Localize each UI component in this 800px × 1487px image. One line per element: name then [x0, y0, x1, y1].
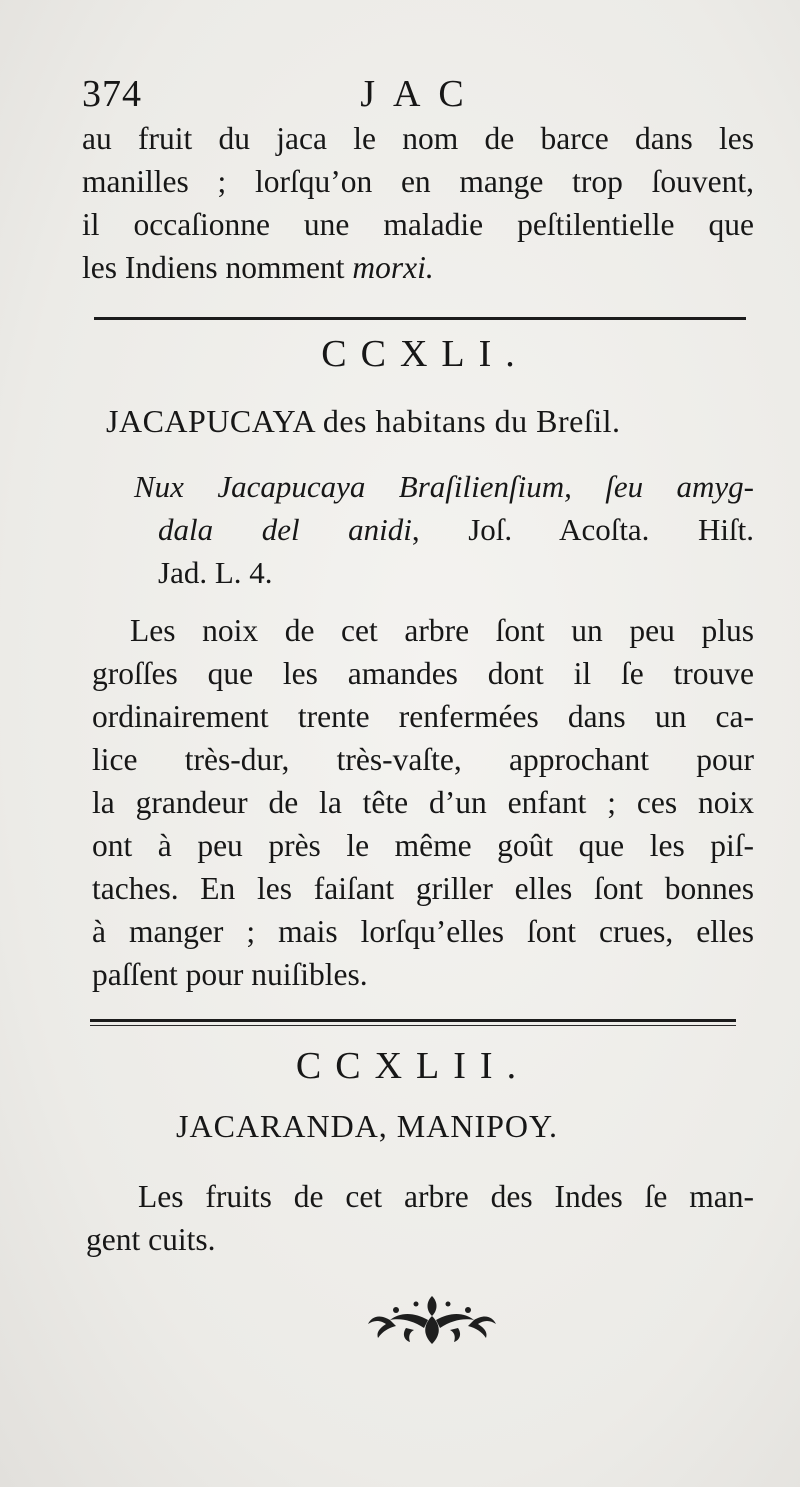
entry-title: JACAPUCAYA des habitans du Breſil.	[106, 403, 621, 439]
entry-title: JACARANDA, MANIPOY.	[176, 1108, 559, 1144]
text-line: ont à peu près le même goût que les piſ-	[92, 828, 754, 863]
text-line: lice très-dur, très-vaſte, approchant pour	[92, 742, 754, 777]
text-line: il occaſionne une maladie peſtilentielle que	[82, 207, 754, 242]
entry-number: CCXLII.	[295, 1045, 531, 1087]
text-line	[82, 246, 754, 289]
text-line: ordinairement trente renfermées dans un ca-	[92, 699, 754, 734]
entry-body	[86, 1175, 754, 1261]
entry-242-header	[82, 1044, 754, 1094]
entry-number: CCXLI.	[321, 333, 529, 375]
text-line: taches. En les faiſant griller elles ſont bonnes	[92, 871, 754, 906]
synonym-line	[134, 508, 754, 551]
entry-synonym	[134, 465, 754, 594]
section-rule-thin	[90, 1025, 736, 1026]
running-head: JAC	[360, 73, 482, 115]
text-line: groſſes que les amandes dont il ſe trouve	[92, 656, 754, 691]
text-fragment: les Indiens nomment	[82, 250, 353, 285]
entry-body	[92, 609, 754, 996]
section-rule	[94, 317, 746, 320]
entry-241-header	[82, 332, 754, 382]
synonym-reference: , Joſ. Acoſta. Hiſt.	[411, 512, 755, 547]
text-line: Les fruits de cet arbre des Indes ſe man-	[138, 1179, 754, 1214]
text-line: à manger ; mais lorſqu’elles ſont crues, elles	[92, 914, 754, 949]
floral-ornament	[366, 1290, 498, 1348]
synonym-line: Nux Jacapucaya Braſilienſium, ſeu amyg-	[134, 469, 754, 504]
text-line: gent cuits.	[86, 1222, 216, 1257]
page-header	[82, 72, 742, 122]
section-rule	[90, 1019, 736, 1022]
text-line: Les noix de cet arbre ſont un peu plus	[130, 613, 754, 648]
page-number: 374	[82, 73, 142, 115]
italic-term: morxi.	[352, 250, 434, 285]
text-line: au fruit du jaca le nom de barce dans les	[82, 121, 754, 156]
synonym-italic: dala del anidi	[158, 512, 412, 547]
synonym-line: Jad. L. 4.	[158, 555, 273, 590]
text-line: paſſent pour nuiſibles.	[92, 957, 368, 992]
continuation-paragraph	[82, 117, 754, 289]
text-line: manilles ; lorſqu’on en mange trop ſouvent,	[82, 164, 754, 199]
text-line: la grandeur de la tête d’un enfant ; ces noix	[92, 785, 754, 820]
